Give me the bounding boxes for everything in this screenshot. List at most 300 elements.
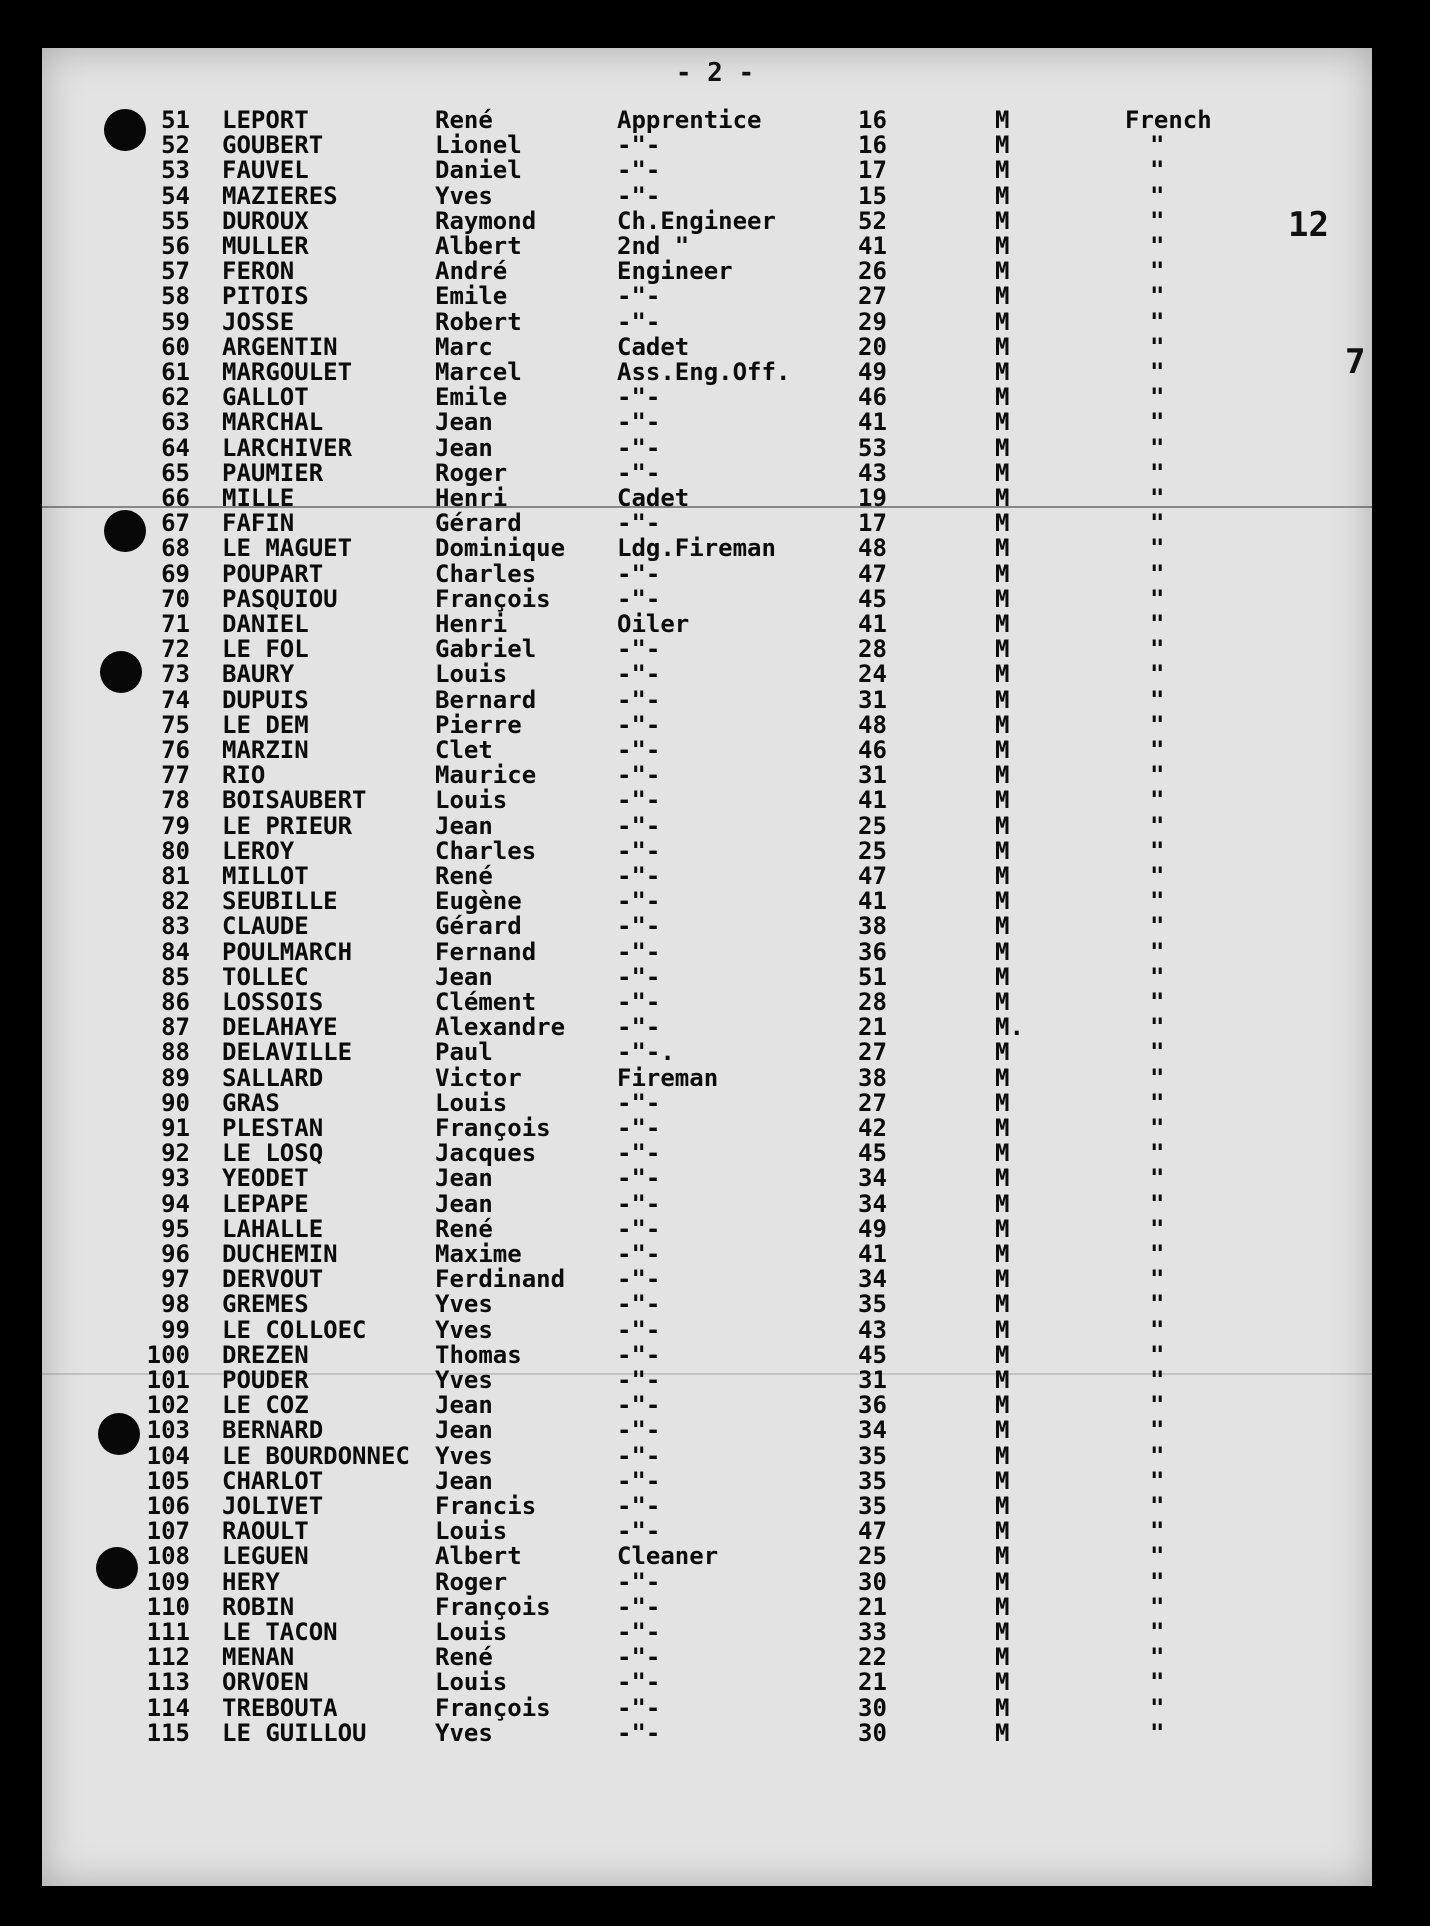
nationality-cell: " [1150, 736, 1165, 764]
age-cell: 28 [858, 635, 887, 664]
sex-cell: M [995, 1391, 1010, 1420]
nationality-cell: " [1150, 131, 1165, 160]
age-cell: 51 [858, 962, 887, 991]
row-number: 60 [161, 332, 190, 361]
sex-cell: M [995, 332, 1010, 361]
first-name-cell: Pierre [435, 710, 522, 739]
occupation-cell: -"- [617, 458, 661, 487]
surname-cell: LEPORT [222, 106, 309, 134]
occupation-cell: -"- [617, 1466, 661, 1495]
nationality-cell: " [1150, 534, 1165, 563]
nationality-cell: " [1150, 1315, 1165, 1344]
surname-cell: PLESTAN [222, 1114, 324, 1142]
table-row [0, 1315, 1430, 1344]
occupation-cell: -"- [617, 1214, 661, 1243]
table-row [0, 259, 1430, 284]
row-number: 90 [161, 1088, 190, 1117]
table-row [0, 559, 1430, 588]
sex-cell: M [995, 1693, 1010, 1722]
age-cell: 52 [858, 206, 887, 235]
age-cell: 43 [858, 1315, 887, 1344]
first-name-cell: André [435, 257, 508, 286]
surname-cell: LAHALLE [222, 1214, 324, 1243]
occupation-cell: -"- [617, 937, 661, 966]
occupation-cell: -"- [617, 962, 661, 991]
first-name-cell: Francis [435, 1492, 537, 1520]
row-number: 101 [146, 1366, 190, 1394]
first-name-cell: Yves [435, 1441, 493, 1470]
first-name-cell: Daniel [435, 156, 522, 185]
nationality-cell: " [1150, 811, 1165, 840]
age-cell: 49 [858, 358, 887, 386]
nationality-cell: " [1150, 635, 1165, 664]
first-name-cell: Paul [435, 1038, 493, 1067]
surname-cell: DUPUIS [222, 685, 309, 714]
sex-cell: M [995, 912, 1010, 941]
table-row [0, 1340, 1430, 1369]
age-cell: 16 [858, 106, 887, 134]
surname-cell: CLAUDE [222, 912, 309, 941]
row-number: 100 [146, 1340, 190, 1369]
nationality-cell: " [1150, 1592, 1165, 1621]
occupation-cell: Cadet [617, 484, 690, 512]
table-row [0, 133, 1430, 158]
surname-cell: LEROY [222, 836, 295, 865]
surname-cell: GRAS [222, 1088, 280, 1117]
sex-cell: M [995, 1618, 1010, 1646]
sex-cell: M [995, 1466, 1010, 1495]
age-cell: 20 [858, 332, 887, 361]
nationality-cell: " [1150, 358, 1165, 386]
table-row [0, 1620, 1430, 1645]
first-name-cell: Yves [435, 1315, 493, 1344]
surname-cell: MILLE [222, 484, 295, 512]
first-name-cell: Emile [435, 282, 508, 311]
age-cell: 31 [858, 685, 887, 714]
first-name-cell: Maurice [435, 761, 537, 790]
occupation-cell: -"- [617, 1164, 661, 1193]
surname-cell: MENAN [222, 1643, 295, 1672]
table-row [0, 962, 1430, 991]
row-number: 91 [161, 1114, 190, 1142]
sex-cell: M [995, 458, 1010, 487]
sex-cell: M [995, 962, 1010, 991]
row-number: 86 [161, 988, 190, 1016]
table-row [0, 1393, 1430, 1418]
first-name-cell: Jean [435, 962, 493, 991]
occupation-cell: -"- [617, 156, 661, 185]
surname-cell: BAURY [222, 660, 295, 689]
nationality-cell: " [1150, 786, 1165, 815]
row-number: 87 [161, 1013, 190, 1042]
occupation-cell: -"- [617, 1567, 661, 1596]
table-row [0, 385, 1430, 410]
age-cell: 16 [858, 131, 887, 160]
row-number: 103 [146, 1416, 190, 1445]
first-name-cell: Ferdinand [435, 1265, 566, 1294]
sex-cell: M [995, 811, 1010, 840]
age-cell: 30 [858, 1567, 887, 1596]
table-row [0, 158, 1430, 183]
table-row [0, 1063, 1430, 1092]
age-cell: 27 [858, 282, 887, 311]
age-cell: 53 [858, 433, 887, 462]
nationality-cell: " [1150, 1088, 1165, 1117]
table-row [0, 332, 1430, 361]
occupation-cell: -"- [617, 1618, 661, 1646]
sex-cell: M [995, 1164, 1010, 1193]
age-cell: 33 [858, 1618, 887, 1646]
age-cell: 45 [858, 1340, 887, 1369]
sex-cell: M [995, 1290, 1010, 1319]
first-name-cell: Jacques [435, 1139, 537, 1168]
first-name-cell: Emile [435, 383, 508, 412]
nationality-cell: " [1150, 1391, 1165, 1420]
age-cell: 41 [858, 887, 887, 916]
sex-cell: M [995, 484, 1010, 512]
age-cell: 43 [858, 458, 887, 487]
row-number: 57 [161, 257, 190, 286]
table-row [0, 1015, 1430, 1040]
occupation-cell: -"- [617, 559, 661, 588]
age-cell: 34 [858, 1265, 887, 1294]
table-row [0, 1166, 1430, 1191]
sex-cell: M [995, 1088, 1010, 1117]
row-number: 105 [146, 1466, 190, 1495]
sex-cell: M [995, 1668, 1010, 1697]
row-number: 64 [161, 433, 190, 462]
surname-cell: YEODET [222, 1164, 309, 1193]
nationality-cell: " [1150, 1668, 1165, 1697]
row-number: 112 [146, 1643, 190, 1672]
age-cell: 45 [858, 584, 887, 613]
nationality-cell: " [1150, 458, 1165, 487]
table-row [0, 836, 1430, 865]
sex-cell: M [995, 1718, 1010, 1747]
row-number: 109 [146, 1567, 190, 1596]
nationality-cell: " [1150, 1139, 1165, 1168]
row-number: 56 [161, 232, 190, 260]
nationality-cell: " [1150, 1718, 1165, 1747]
first-name-cell: Marcel [435, 358, 522, 386]
occupation-cell: -"- [617, 988, 661, 1016]
occupation-cell: -"- [617, 584, 661, 613]
nationality-cell: " [1150, 1441, 1165, 1470]
table-row [0, 410, 1430, 435]
row-number: 76 [161, 736, 190, 764]
surname-cell: POULMARCH [222, 937, 353, 966]
nationality-cell: " [1150, 685, 1165, 714]
sex-cell: M [995, 206, 1010, 235]
age-cell: 47 [858, 1517, 887, 1546]
nationality-cell: " [1150, 181, 1165, 210]
table-row [0, 206, 1430, 235]
nationality-cell: " [1150, 887, 1165, 916]
surname-cell: HERY [222, 1567, 280, 1596]
first-name-cell: Clément [435, 988, 537, 1016]
sex-cell: M. [995, 1013, 1024, 1042]
row-number: 63 [161, 408, 190, 437]
nationality-cell: " [1150, 610, 1165, 638]
table-row [0, 1466, 1430, 1495]
occupation-cell: -"- [617, 836, 661, 865]
row-number: 54 [161, 181, 190, 210]
sex-cell: M [995, 509, 1010, 538]
first-name-cell: Dominique [435, 534, 566, 563]
nationality-cell: " [1150, 912, 1165, 941]
table-row [0, 1519, 1430, 1544]
age-cell: 21 [858, 1013, 887, 1042]
first-name-cell: Victor [435, 1063, 522, 1092]
row-number: 97 [161, 1265, 190, 1294]
margin-mark: 12 [1288, 205, 1329, 245]
surname-cell: JOLIVET [222, 1492, 324, 1520]
row-number: 78 [161, 786, 190, 815]
first-name-cell: François [435, 1693, 551, 1722]
row-number: 59 [161, 307, 190, 336]
occupation-cell: Engineer [617, 257, 733, 286]
age-cell: 26 [858, 257, 887, 286]
first-name-cell: Henri [435, 610, 508, 638]
surname-cell: TREBOUTA [222, 1693, 338, 1722]
surname-cell: SALLARD [222, 1063, 324, 1092]
row-number: 58 [161, 282, 190, 311]
table-row [0, 1292, 1430, 1317]
table-row [0, 914, 1430, 939]
sex-cell: M [995, 1592, 1010, 1621]
surname-cell: GREMES [222, 1290, 309, 1319]
age-cell: 19 [858, 484, 887, 512]
age-cell: 47 [858, 559, 887, 588]
table-row [0, 584, 1430, 613]
table-row [0, 1693, 1430, 1722]
nationality-cell: " [1150, 307, 1165, 336]
age-cell: 34 [858, 1164, 887, 1193]
nationality-cell: " [1150, 1492, 1165, 1520]
first-name-cell: Jean [435, 811, 493, 840]
nationality-cell: " [1150, 1466, 1165, 1495]
nationality-cell: " [1150, 962, 1165, 991]
age-cell: 47 [858, 862, 887, 890]
surname-cell: LE TACON [222, 1618, 338, 1646]
first-name-cell: Jean [435, 1164, 493, 1193]
age-cell: 17 [858, 509, 887, 538]
sex-cell: M [995, 584, 1010, 613]
table-row [0, 1116, 1430, 1141]
nationality-cell: " [1150, 232, 1165, 260]
nationality-cell: " [1150, 206, 1165, 235]
row-number: 77 [161, 761, 190, 790]
first-name-cell: Lionel [435, 131, 522, 160]
age-cell: 24 [858, 660, 887, 689]
age-cell: 49 [858, 1214, 887, 1243]
row-number: 89 [161, 1063, 190, 1092]
surname-cell: LE PRIEUR [222, 811, 353, 840]
first-name-cell: Roger [435, 458, 508, 487]
occupation-cell: -"- [617, 1265, 661, 1294]
first-name-cell: Alexandre [435, 1013, 566, 1042]
occupation-cell: -"- [617, 912, 661, 941]
age-cell: 41 [858, 408, 887, 437]
first-name-cell: Albert [435, 232, 522, 260]
row-number: 55 [161, 206, 190, 235]
occupation-cell: -"- [617, 1189, 661, 1218]
row-number: 66 [161, 484, 190, 512]
sex-cell: M [995, 1139, 1010, 1168]
first-name-cell: René [435, 862, 493, 890]
row-number: 82 [161, 887, 190, 916]
occupation-cell: -"- [617, 887, 661, 916]
occupation-cell: -"- [617, 408, 661, 437]
age-cell: 21 [858, 1592, 887, 1621]
age-cell: 41 [858, 610, 887, 638]
age-cell: 35 [858, 1492, 887, 1520]
first-name-cell: Yves [435, 1366, 493, 1394]
surname-cell: GOUBERT [222, 131, 324, 160]
sex-cell: M [995, 1517, 1010, 1546]
row-number: 53 [161, 156, 190, 185]
nationality-cell: " [1150, 509, 1165, 538]
occupation-cell: -"- [617, 635, 661, 664]
sex-cell: M [995, 534, 1010, 563]
occupation-cell: Ass.Eng.Off. [617, 358, 791, 386]
age-cell: 35 [858, 1441, 887, 1470]
surname-cell: LE DEM [222, 710, 309, 739]
first-name-cell: Charles [435, 836, 537, 865]
occupation-cell: -"- [617, 383, 661, 412]
sex-cell: M [995, 156, 1010, 185]
table-row [0, 536, 1430, 561]
occupation-cell: -"- [617, 1013, 661, 1042]
first-name-cell: Yves [435, 1290, 493, 1319]
row-number: 94 [161, 1189, 190, 1218]
occupation-cell: -"- [617, 181, 661, 210]
occupation-cell: Ch.Engineer [617, 206, 776, 235]
row-number: 98 [161, 1290, 190, 1319]
occupation-cell: -"- [617, 862, 661, 890]
occupation-cell: -"- [617, 685, 661, 714]
row-number: 67 [161, 509, 190, 538]
age-cell: 48 [858, 710, 887, 739]
first-name-cell: Eugène [435, 887, 522, 916]
first-name-cell: Yves [435, 1718, 493, 1747]
age-cell: 35 [858, 1290, 887, 1319]
nationality-cell: " [1150, 937, 1165, 966]
nationality-cell: " [1150, 559, 1165, 588]
nationality-cell: " [1150, 1366, 1165, 1394]
sex-cell: M [995, 1542, 1010, 1571]
row-number: 68 [161, 534, 190, 563]
table-row [0, 685, 1430, 714]
row-number: 61 [161, 358, 190, 386]
row-number: 69 [161, 559, 190, 588]
sex-cell: M [995, 106, 1010, 134]
first-name-cell: Charles [435, 559, 537, 588]
first-name-cell: Louis [435, 660, 508, 689]
row-number: 115 [146, 1718, 190, 1747]
sex-cell: M [995, 1214, 1010, 1243]
age-cell: 34 [858, 1416, 887, 1445]
age-cell: 25 [858, 811, 887, 840]
row-number: 72 [161, 635, 190, 664]
row-number: 85 [161, 962, 190, 991]
nationality-cell: " [1150, 1290, 1165, 1319]
occupation-cell: -"- [617, 710, 661, 739]
row-number: 107 [146, 1517, 190, 1546]
surname-cell: MARGOULET [222, 358, 353, 386]
sex-cell: M [995, 1643, 1010, 1672]
occupation-cell: -"- [617, 1668, 661, 1697]
surname-cell: MILLOT [222, 862, 309, 890]
first-name-cell: René [435, 106, 493, 134]
sex-cell: M [995, 1340, 1010, 1369]
sex-cell: M [995, 836, 1010, 865]
table-row [0, 811, 1430, 840]
nationality-cell: " [1150, 862, 1165, 890]
nationality-cell: " [1150, 1340, 1165, 1369]
table-row [0, 1267, 1430, 1292]
first-name-cell: René [435, 1643, 493, 1672]
occupation-cell: -"- [617, 1290, 661, 1319]
age-cell: 34 [858, 1189, 887, 1218]
row-number: 92 [161, 1139, 190, 1168]
first-name-cell: Albert [435, 1542, 522, 1571]
occupation-cell: -"- [617, 131, 661, 160]
table-row [0, 458, 1430, 487]
age-cell: 25 [858, 1542, 887, 1571]
table-row [0, 1141, 1430, 1166]
row-number: 84 [161, 937, 190, 966]
table-row [0, 1088, 1430, 1117]
age-cell: 41 [858, 786, 887, 815]
sex-cell: M [995, 1315, 1010, 1344]
occupation-cell: -"- [617, 1643, 661, 1672]
age-cell: 36 [858, 1391, 887, 1420]
sex-cell: M [995, 257, 1010, 286]
page-number: - 2 - [675, 58, 755, 88]
sex-cell: M [995, 1265, 1010, 1294]
occupation-cell: Cleaner [617, 1542, 719, 1571]
row-number: 96 [161, 1240, 190, 1268]
occupation-cell: -"- [617, 1114, 661, 1142]
first-name-cell: Roger [435, 1567, 508, 1596]
table-row [0, 763, 1430, 788]
sex-cell: M [995, 1063, 1010, 1092]
nationality-cell: " [1150, 710, 1165, 739]
occupation-cell: Apprentice [617, 106, 762, 134]
nationality-cell: " [1150, 660, 1165, 689]
surname-cell: DELAHAYE [222, 1013, 338, 1042]
sex-cell: M [995, 408, 1010, 437]
sex-cell: M [995, 383, 1010, 412]
sex-cell: M [995, 131, 1010, 160]
occupation-cell: Oiler [617, 610, 690, 638]
first-name-cell: Thomas [435, 1340, 522, 1369]
occupation-cell: -"- [617, 736, 661, 764]
age-cell: 41 [858, 1240, 887, 1268]
age-cell: 41 [858, 232, 887, 260]
occupation-cell: -"- [617, 811, 661, 840]
nationality-cell: " [1150, 988, 1165, 1016]
surname-cell: DELAVILLE [222, 1038, 353, 1067]
nationality-cell: " [1150, 1416, 1165, 1445]
table-row [0, 889, 1430, 914]
age-cell: 28 [858, 988, 887, 1016]
surname-cell: BERNARD [222, 1416, 324, 1445]
age-cell: 36 [858, 937, 887, 966]
surname-cell: LOSSOIS [222, 988, 324, 1016]
surname-cell: MAZIERES [222, 181, 338, 210]
